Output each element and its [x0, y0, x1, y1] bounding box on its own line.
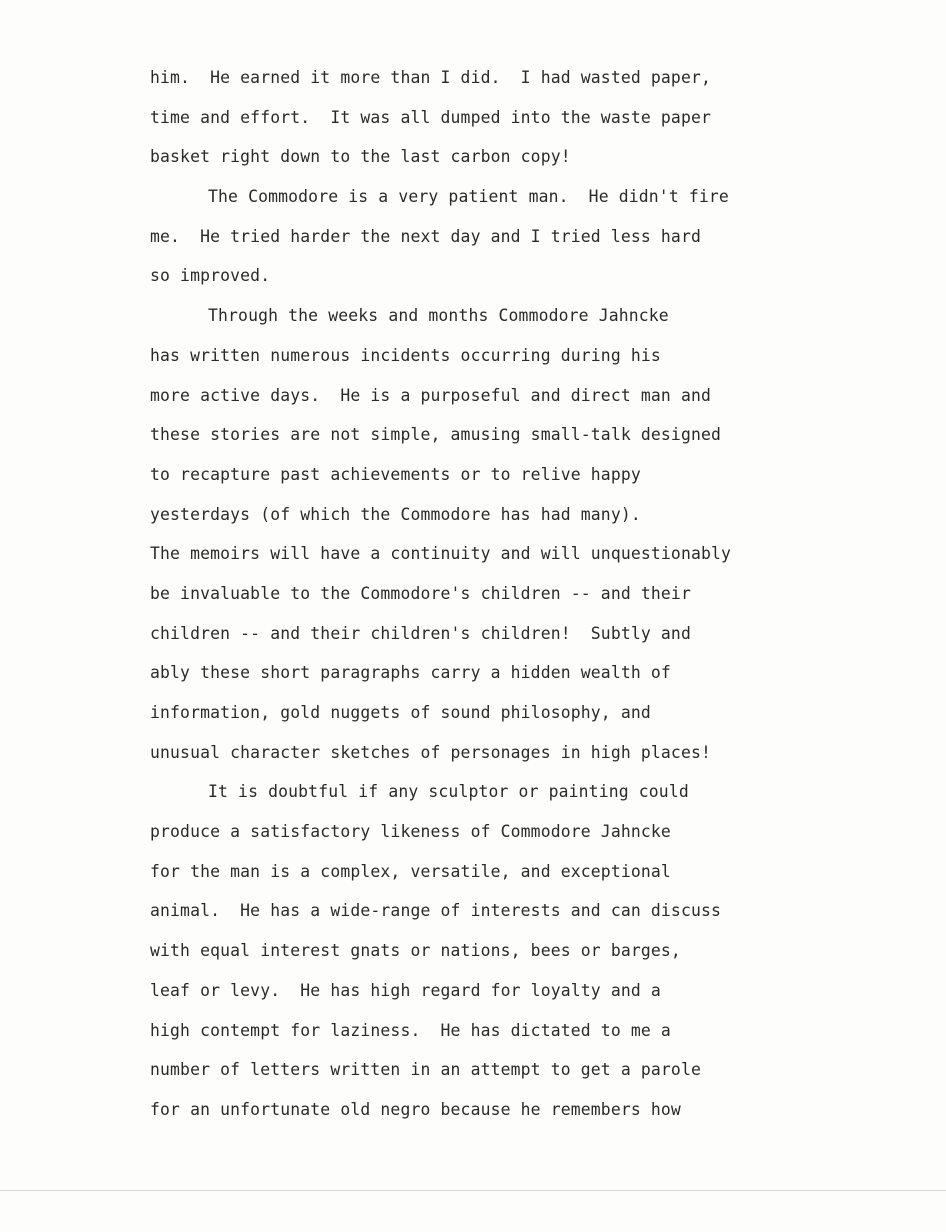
- text-line: him. He earned it more than I did. I had wasted paper,: [150, 68, 712, 87]
- text-line: time and effort. It was all dumped into the waste paper: [150, 107, 712, 127]
- text-line: basket right down to the last carbon copy!: [150, 147, 571, 167]
- text-line: for an unfortunate old negro because he remembers how: [150, 1099, 681, 1119]
- text-line: to recapture past achievements or to relive happy: [150, 464, 641, 484]
- text-line: yesterdays (of which the Commodore has had many).: [150, 504, 641, 524]
- text-line: ably these short paragraphs carry a hidden wealth of: [150, 663, 671, 683]
- text-line: be invaluable to the Commodore's children -- and their: [150, 583, 691, 603]
- text-line: so improved.: [150, 266, 271, 286]
- text-line: these stories are not simple, amusing small-talk designed: [150, 425, 722, 445]
- text-line: information, gold nuggets of sound philosophy, and: [150, 703, 651, 722]
- text-line: animal. He has a wide-range of interests and can discuss: [150, 901, 722, 921]
- text-line: unusual character sketches of personages in high places!: [150, 742, 712, 762]
- text-line: The memoirs will have a continuity and will unquestionably: [150, 544, 732, 564]
- text-line: has written numerous incidents occurring during his: [150, 345, 661, 365]
- text-line: with equal interest gnats or nations, bees or barges,: [150, 941, 681, 961]
- text-line: number of letters written in an attempt to get a parole: [150, 1060, 701, 1080]
- text-line: me. He tried harder the next day and I tried less hard: [150, 226, 701, 246]
- text-line: The Commodore is a very patient man. He didn't fire: [208, 187, 729, 207]
- text-line: for the man is a complex, versatile, and exceptional: [150, 861, 671, 881]
- text-line: It is doubtful if any sculptor or painting could: [208, 782, 689, 802]
- text-line: Through the weeks and months Commodore Jahncke: [208, 306, 669, 326]
- page-bottom-edge: [0, 1190, 946, 1191]
- typed-text-body: [150, 58, 850, 1130]
- text-line: leaf or levy. He has high regard for loyalty and a: [150, 980, 661, 1000]
- text-line: children -- and their children's children! Subtly and: [150, 623, 691, 643]
- text-line: more active days. He is a purposeful and direct man and: [150, 385, 712, 405]
- text-line: produce a satisfactory likeness of Commodore Jahncke: [150, 822, 671, 842]
- text-line: high contempt for laziness. He has dictated to me a: [150, 1020, 671, 1040]
